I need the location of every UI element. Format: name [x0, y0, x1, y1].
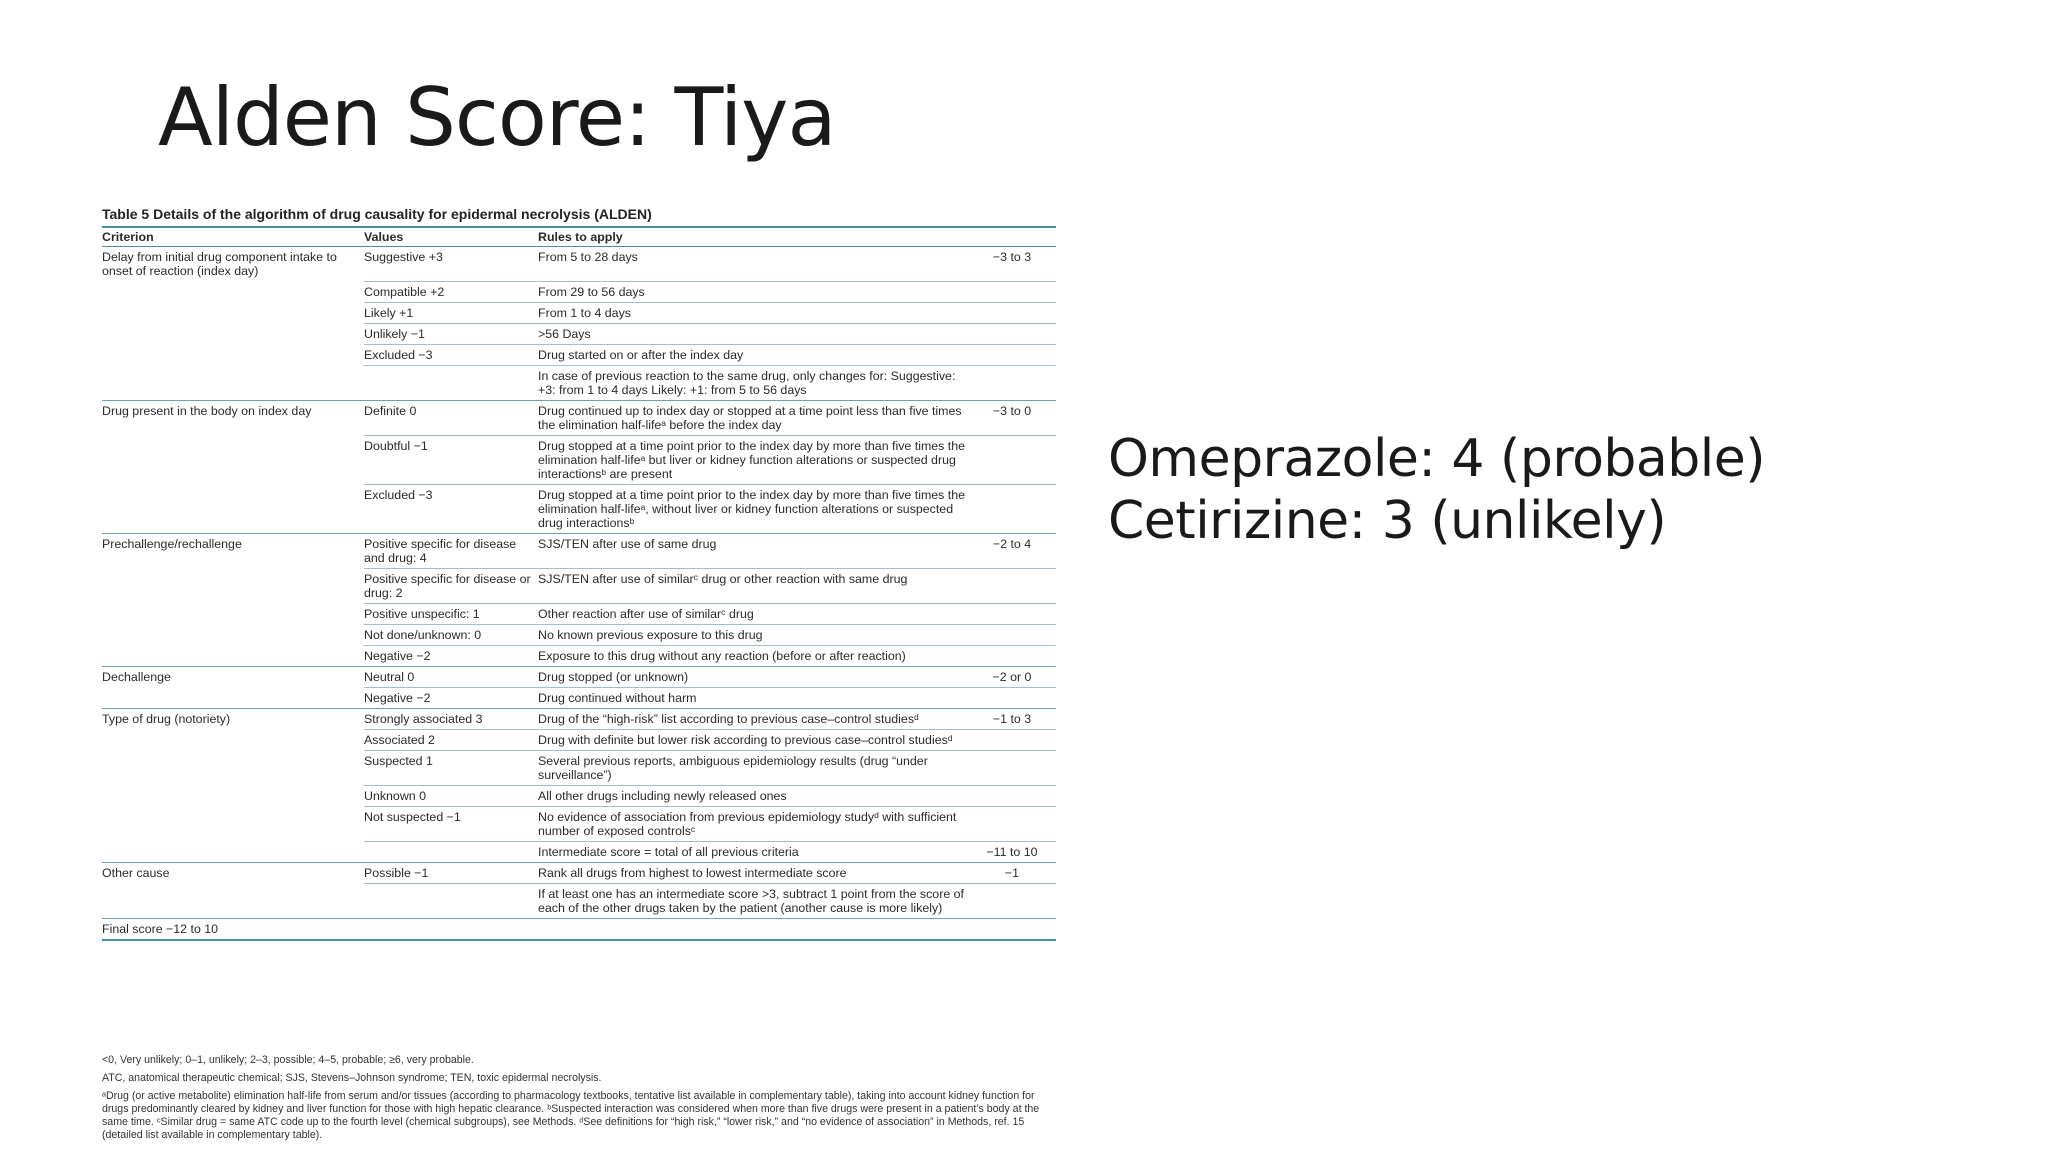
value-cell: Positive unspecific: 1 — [364, 603, 538, 624]
score-cell: −1 — [970, 862, 1056, 883]
rule-cell: Exposure to this drug without any reaction (before or after reaction) — [538, 645, 970, 666]
score-cell — [970, 281, 1056, 302]
criterion-cell — [102, 603, 364, 624]
score-cell — [970, 344, 1056, 365]
rule-cell: Drug continued up to index day or stopped at a time point less than five times the elimination half-lifeᵃ before the index day — [538, 400, 970, 435]
table-row — [102, 400, 1056, 435]
header-values: Values — [364, 227, 538, 247]
criterion-cell — [102, 323, 364, 344]
value-cell: Suspected 1 — [364, 750, 538, 785]
score-cell: −1 to 3 — [970, 708, 1056, 729]
score-cell — [970, 435, 1056, 484]
value-cell: Excluded −3 — [364, 344, 538, 365]
score-cell: −2 or 0 — [970, 666, 1056, 687]
rule-cell: Drug started on or after the index day — [538, 344, 970, 365]
rule-cell: Drug stopped at a time point prior to the index day by more than five times the elimination half-lifeᵃ, without liver or kidney function alterations or suspected drug interactionsᵇ — [538, 484, 970, 533]
criterion-cell — [102, 729, 364, 750]
footnote: <0, Very unlikely; 0–1, unlikely; 2–3, possible; 4–5, probable; ≥6, very probable. — [102, 1054, 474, 1066]
value-cell: Not suspected −1 — [364, 806, 538, 841]
score-cell: −2 to 4 — [970, 533, 1056, 568]
table-row — [102, 568, 1056, 603]
rule-cell: No known previous exposure to this drug — [538, 624, 970, 645]
value-cell: Likely +1 — [364, 302, 538, 323]
criterion-cell — [102, 302, 364, 323]
criterion-cell — [102, 568, 364, 603]
table-body — [102, 247, 1056, 919]
value-cell: Negative −2 — [364, 645, 538, 666]
table-row — [102, 624, 1056, 645]
score-cell — [970, 687, 1056, 708]
score-cell — [970, 365, 1056, 400]
value-cell: Strongly associated 3 — [364, 708, 538, 729]
criterion-cell: Dechallenge — [102, 666, 364, 687]
table-row — [102, 302, 1056, 323]
value-cell: Not done/unknown: 0 — [364, 624, 538, 645]
table-row — [102, 806, 1056, 841]
value-cell: Positive specific for disease or drug: 2 — [364, 568, 538, 603]
table-row — [102, 666, 1056, 687]
result-omeprazole: Omeprazole: 4 (probable) — [1108, 429, 1765, 489]
rule-cell: From 29 to 56 days — [538, 281, 970, 302]
criterion-cell — [102, 624, 364, 645]
criterion-cell: Type of drug (notoriety) — [102, 708, 364, 729]
alden-table — [102, 226, 1056, 941]
slide-title: Alden Score: Tiya — [158, 71, 836, 164]
value-cell: Negative −2 — [364, 687, 538, 708]
rule-cell: SJS/TEN after use of similarᶜ drug or other reaction with same drug — [538, 568, 970, 603]
table-row — [102, 484, 1056, 533]
rule-cell: No evidence of association from previous epidemiology studyᵈ with sufficient number of exposed controlsᶜ — [538, 806, 970, 841]
table-row — [102, 708, 1056, 729]
score-cell — [970, 785, 1056, 806]
criterion-cell — [102, 435, 364, 484]
table-row — [102, 729, 1056, 750]
rule-cell: Several previous reports, ambiguous epidemiology results (drug “under surveillance”) — [538, 750, 970, 785]
value-cell: Suggestive +3 — [364, 250, 443, 264]
rule-cell: From 5 to 28 days — [538, 250, 638, 264]
rule-cell: If at least one has an intermediate score >3, subtract 1 point from the score of each of the other drugs taken by the patient (another cause is more likely) — [538, 883, 970, 918]
table-caption: Table 5 Details of the algorithm of drug causality for epidermal necrolysis (ALDEN) — [102, 206, 652, 222]
table-row — [102, 750, 1056, 785]
value-cell: Unlikely −1 — [364, 323, 538, 344]
rule-cell: Drug continued without harm — [538, 687, 970, 708]
score-cell — [970, 806, 1056, 841]
table-row — [102, 841, 1056, 862]
criterion-cell — [102, 645, 364, 666]
criterion-cell — [102, 687, 364, 708]
criterion-cell: Other cause — [102, 862, 364, 883]
alden-table-image — [98, 188, 1058, 1152]
table-row — [102, 247, 1056, 282]
criterion-cell: Drug present in the body on index day — [102, 400, 364, 435]
score-cell — [970, 603, 1056, 624]
table-row — [102, 435, 1056, 484]
table-row — [102, 645, 1056, 666]
score-cell: −3 to 3 — [992, 250, 1032, 264]
table-row — [102, 862, 1056, 883]
rule-cell: Drug with definite but lower risk according to previous case–control studiesᵈ — [538, 729, 970, 750]
value-cell: Neutral 0 — [364, 666, 538, 687]
result-cetirizine: Cetirizine: 3 (unlikely) — [1108, 491, 1667, 551]
table-row — [102, 323, 1056, 344]
criterion-cell — [102, 281, 364, 302]
score-cell: −3 to 0 — [970, 400, 1056, 435]
score-cell — [970, 302, 1056, 323]
criterion-cell — [102, 841, 364, 862]
score-cell — [970, 883, 1056, 918]
criterion-cell — [102, 785, 364, 806]
value-cell: Excluded −3 — [364, 484, 538, 533]
rule-cell: SJS/TEN after use of same drug — [538, 533, 970, 568]
value-cell: Doubtful −1 — [364, 435, 538, 484]
table-row — [102, 883, 1056, 918]
criterion-cell: Prechallenge/rechallenge — [102, 533, 364, 568]
value-cell: Associated 2 — [364, 729, 538, 750]
table-row — [102, 687, 1056, 708]
score-cell — [970, 323, 1056, 344]
score-cell — [970, 729, 1056, 750]
criterion-cell — [102, 750, 364, 785]
value-cell: Unknown 0 — [364, 785, 538, 806]
table-row — [102, 785, 1056, 806]
footnote: ᵃDrug (or active metabolite) elimination half-life from serum and/or tissues (according to pharmacology textbooks, tentative list available in complementary table), taking into account kidney function for drugs predominantly cleared by kidney and liver function for those with high hepatic clearance. ᵇSuspected interaction was considered when more than five drugs were present in a patient’s body at the same time. ᶜSimilar drug = same ATC code up to the fourth level (chemical subgroups), see Methods. ᵈSee definitions for “high risk,” “lower risk,” and “no evidence of association” in Methods, ref. 15 (detailed list available in complementary table). — [102, 1090, 1040, 1141]
value-cell — [364, 841, 538, 862]
criterion-cell — [102, 365, 364, 400]
table-footnotes — [102, 1054, 1052, 1147]
score-cell — [970, 568, 1056, 603]
header-score — [970, 227, 1056, 247]
table-row — [102, 344, 1056, 365]
score-cell — [970, 750, 1056, 785]
rule-cell: From 1 to 4 days — [538, 302, 970, 323]
rule-cell: Other reaction after use of similarᶜ drug — [538, 603, 970, 624]
drug-results — [1108, 428, 1765, 552]
header-rules: Rules to apply — [538, 227, 970, 247]
criterion-cell: Delay from initial drug component intake to onset of reaction (index day) — [102, 250, 337, 278]
rule-cell: Intermediate score = total of all previous criteria — [538, 841, 970, 862]
header-criterion: Criterion — [102, 227, 364, 247]
value-cell: Compatible +2 — [364, 281, 538, 302]
value-cell — [364, 365, 538, 400]
rule-cell: Drug stopped (or unknown) — [538, 666, 970, 687]
table-row — [102, 603, 1056, 624]
criterion-cell — [102, 883, 364, 918]
score-cell — [970, 484, 1056, 533]
score-cell — [970, 624, 1056, 645]
final-score: Final score −12 to 10 — [102, 918, 1056, 940]
footnote: ATC, anatomical therapeutic chemical; SJS, Stevens–Johnson syndrome; TEN, toxic epidermal necrolysis. — [102, 1072, 602, 1084]
rule-cell: In case of previous reaction to the same drug, only changes for: Suggestive: +3: from 1 to 4 days Likely: +1: from 5 to 56 days — [538, 365, 970, 400]
table-header-row — [102, 227, 1056, 247]
value-cell: Definite 0 — [364, 400, 538, 435]
criterion-cell — [102, 806, 364, 841]
value-cell — [364, 883, 538, 918]
rule-cell: >56 Days — [538, 323, 970, 344]
value-cell: Positive specific for disease and drug: 4 — [364, 533, 538, 568]
criterion-cell — [102, 484, 364, 533]
rule-cell: Drug stopped at a time point prior to the index day by more than five times the elimination half-lifeᵃ but liver or kidney function alterations or suspected drug interactionsᵇ are present — [538, 435, 970, 484]
score-cell: −11 to 10 — [970, 841, 1056, 862]
final-score-row — [102, 918, 1056, 940]
table-row — [102, 533, 1056, 568]
value-cell: Possible −1 — [364, 862, 538, 883]
rule-cell: All other drugs including newly released ones — [538, 785, 970, 806]
score-cell — [970, 645, 1056, 666]
criterion-cell — [102, 344, 364, 365]
rule-cell: Drug of the “high-risk” list according to previous case–control studiesᵈ — [538, 708, 970, 729]
table-row — [102, 281, 1056, 302]
table-row — [102, 365, 1056, 400]
rule-cell: Rank all drugs from highest to lowest intermediate score — [538, 862, 970, 883]
